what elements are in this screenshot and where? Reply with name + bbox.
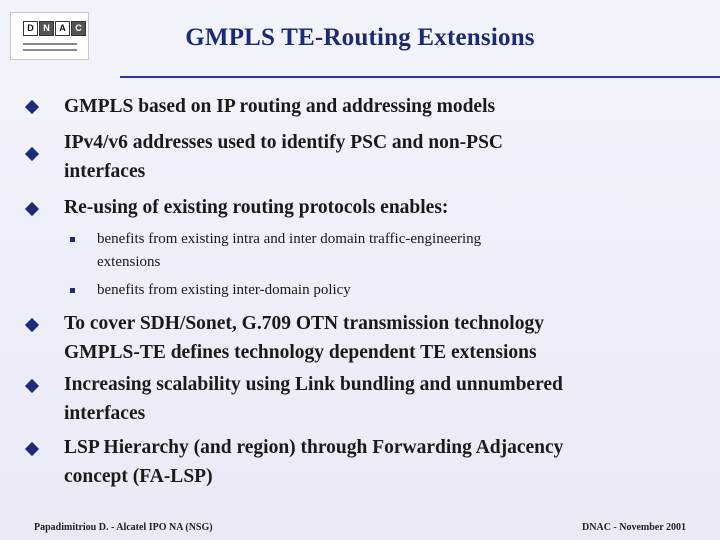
subbullet-square-icon	[70, 237, 75, 242]
logo-letter-a: A	[55, 21, 70, 36]
bullet-text-continued: interfaces	[64, 403, 146, 424]
bullet-text: LSP Hierarchy (and region) through Forwarding Adjacency	[64, 437, 564, 458]
bullet-text: Re-using of existing routing protocols enables:	[64, 197, 449, 218]
bullet-diamond-icon	[25, 100, 39, 114]
bullet-text-continued: concept (FA-LSP)	[64, 466, 213, 487]
subbullet-square-icon	[70, 288, 75, 293]
bullet-diamond-icon	[25, 442, 39, 456]
bullet-text: Increasing scalability using Link bundling and unnumbered	[64, 374, 563, 395]
logo-letter-c: C	[71, 21, 86, 36]
subbullet-text-continued: extensions	[97, 254, 161, 270]
bullet-diamond-icon	[25, 379, 39, 393]
bullet-text-continued: interfaces	[64, 161, 146, 182]
title-divider	[120, 76, 720, 78]
footer-date: DNAC - November 2001	[582, 522, 686, 533]
bullet-diamond-icon	[25, 147, 39, 161]
bullet-diamond-icon	[25, 202, 39, 216]
logo-letters	[23, 21, 87, 36]
bullet-diamond-icon	[25, 318, 39, 332]
footer-author: Papadimitriou D. - Alcatel IPO NA (NSG)	[34, 522, 213, 533]
logo-letter-n: N	[39, 21, 54, 36]
bullet-text-continued: GMPLS-TE defines technology dependent TE extensions	[64, 342, 537, 363]
bullet-text: To cover SDH/Sonet, G.709 OTN transmission technology	[64, 313, 544, 334]
page-title: GMPLS TE-Routing Extensions	[185, 24, 535, 51]
logo-letter-d: D	[23, 21, 38, 36]
logo-tagline-line-2	[23, 49, 77, 51]
subbullet-text: benefits from existing intra and inter domain traffic-engineering	[97, 231, 482, 247]
bullet-text: IPv4/v6 addresses used to identify PSC and non-PSC	[64, 132, 504, 153]
dnac-logo	[10, 12, 89, 60]
bullet-text: GMPLS based on IP routing and addressing models	[64, 96, 496, 117]
subbullet-text: benefits from existing inter-domain policy	[97, 282, 351, 298]
logo-tagline-line-1	[23, 43, 77, 45]
